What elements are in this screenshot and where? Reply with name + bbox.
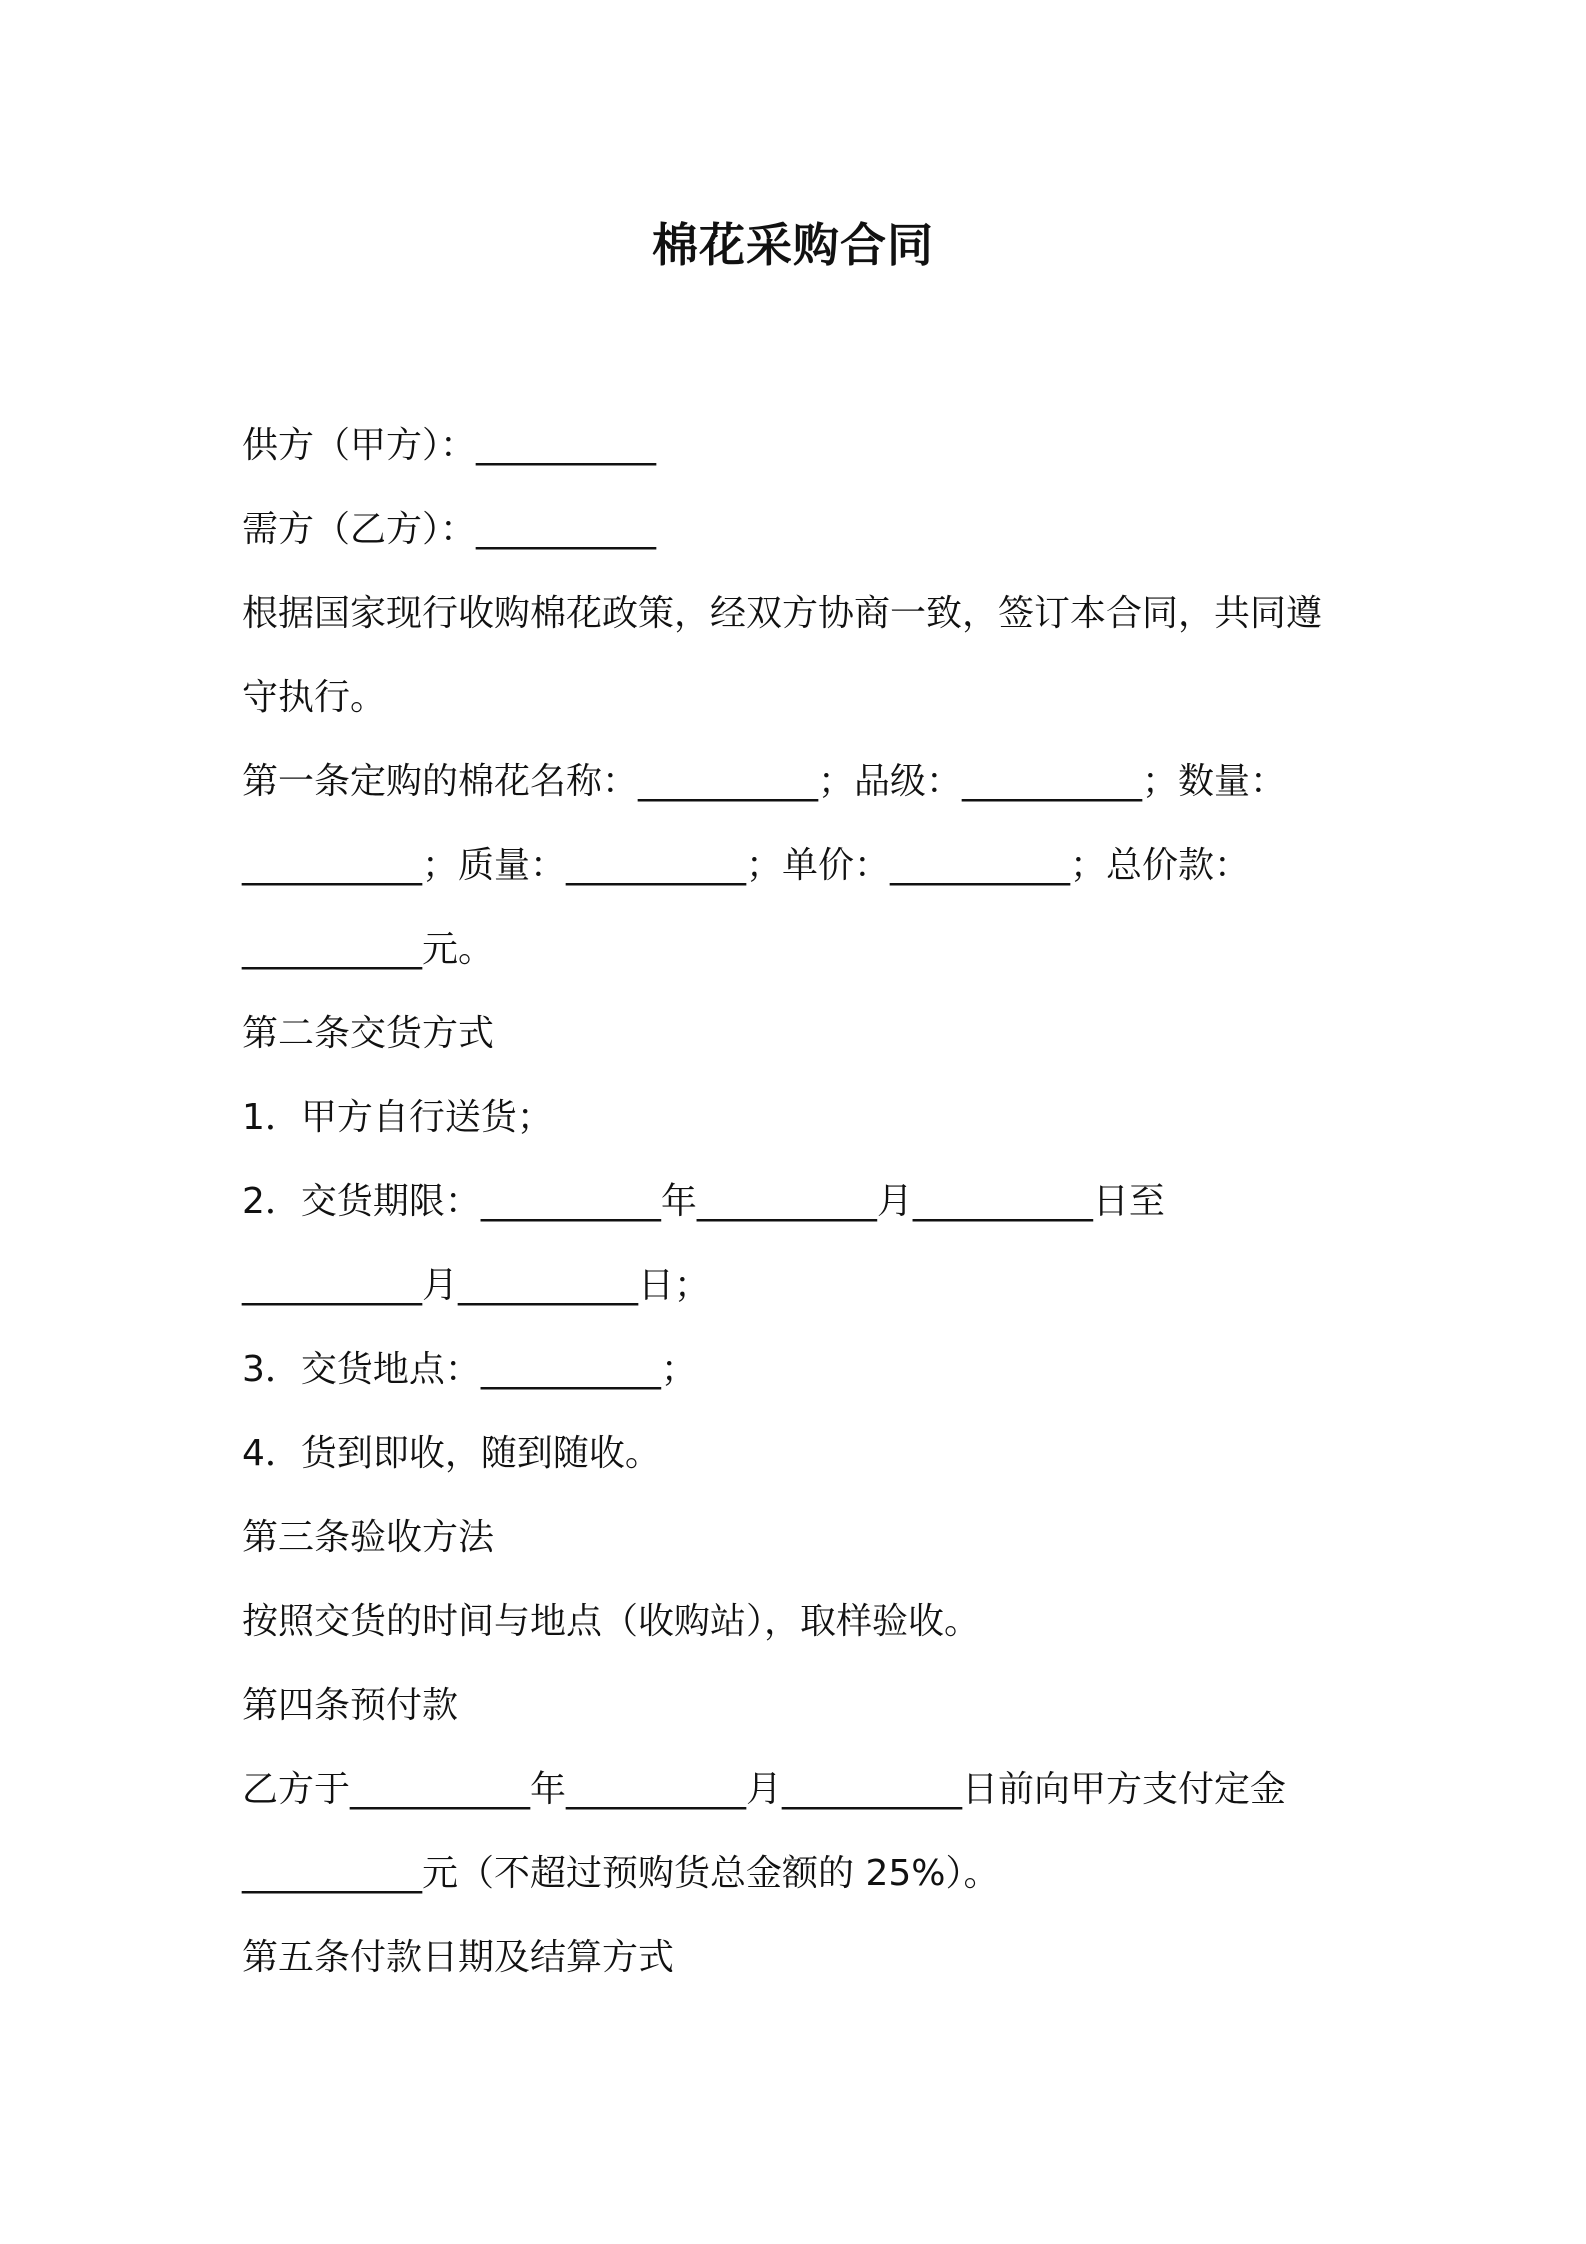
article-1-line-2: __________；质量：__________；单价：__________；总价款： — [242, 845, 1251, 886]
article-2-heading: 第二条交货方式 — [242, 1013, 495, 1054]
preamble-line-1: 根据国家现行收购棉花政策，经双方协商一致，签订本合同，共同遵 — [242, 593, 1323, 634]
article-2-item-3: 3．交货地点：__________； — [242, 1349, 697, 1390]
article-1-line-3: __________元。 — [242, 929, 495, 970]
contract-body — [242, 404, 1362, 2000]
preamble-line-2: 守执行。 — [242, 677, 387, 718]
article-4-heading: 第四条预付款 — [242, 1685, 459, 1726]
article-5-heading: 第五条付款日期及结算方式 — [242, 1937, 675, 1978]
article-1-line-1: 第一条定购的棉花名称：__________；品级：__________；数量： — [242, 761, 1287, 802]
article-2-item-2-line-2: __________月__________日； — [242, 1265, 711, 1306]
article-4-text-line-2: __________元（不超过预购货总金额的 25%）。 — [242, 1853, 1000, 1894]
article-2-item-4: 4．货到即收，随到随收。 — [242, 1433, 661, 1474]
article-3-heading: 第三条验收方法 — [242, 1517, 495, 1558]
article-2-item-1: 1．甲方自行送货； — [242, 1097, 553, 1138]
buyer-line: 需方（乙方）：__________ — [242, 509, 657, 550]
article-3-text: 按照交货的时间与地点（收购站），取样验收。 — [242, 1601, 981, 1642]
page-title: 棉花采购合同 — [652, 218, 934, 272]
article-4-text-line-1: 乙方于__________年__________月__________日前向甲方支付定金 — [242, 1769, 1287, 1810]
article-2-item-2-line-1: 2．交货期限：__________年__________月__________日至 — [242, 1181, 1165, 1222]
supplier-line: 供方（甲方）：__________ — [242, 425, 657, 466]
